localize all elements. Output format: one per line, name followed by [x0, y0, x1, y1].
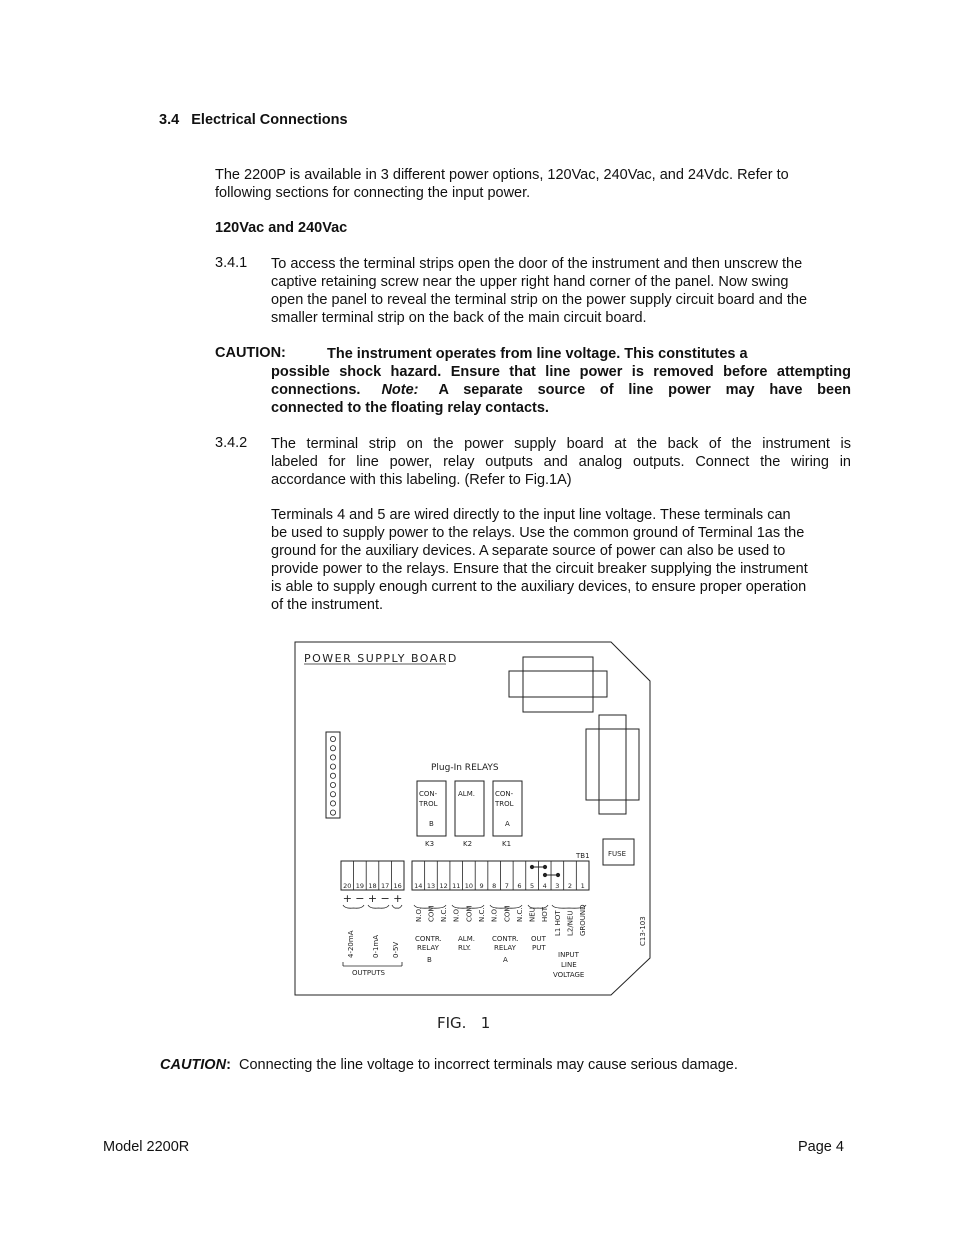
terminal-number: 13	[426, 882, 436, 890]
contact-label: N.O.	[414, 907, 423, 922]
group-alm-l1: ALM.	[458, 935, 475, 943]
transformer-top-core	[509, 671, 607, 697]
step-number: 3.4.2	[215, 435, 248, 451]
group-input-l1: INPUT	[558, 951, 579, 959]
jumper-dot	[543, 865, 546, 868]
caution-bottom-text: Connecting the line voltage to incorrect terminals may cause serious damage.	[238, 1057, 738, 1073]
step-line: open the panel to reveal the terminal strip on the power supply circuit board and the	[271, 292, 808, 308]
intro-line: The 2200P is available in 3 different power options, 120Vac, 240Vac, and 24Vdc. Refer to	[215, 167, 789, 183]
transformer-right-core	[586, 729, 639, 800]
terminal-number: 6	[517, 882, 522, 890]
connector-pin	[330, 810, 335, 815]
relay-b-line1: CON-	[419, 790, 438, 798]
contact-label: COM	[503, 905, 512, 922]
terminal-number: 9	[479, 882, 484, 890]
terminals-line: provide power to the relays. Ensure that the circuit breaker supplying the instrument	[271, 561, 808, 577]
terminal-number: 12	[439, 882, 448, 890]
caution-bottom-colon: :	[226, 1057, 231, 1073]
contact-label: GROUND	[579, 904, 588, 936]
step-line: captive retaining screw near the upper right hand corner of the panel. Now swing	[271, 274, 789, 290]
terminals-line: Terminals 4 and 5 are wired directly to the input line voltage. These terminals can	[271, 507, 791, 523]
connector-pin	[330, 792, 335, 797]
contact-label: N.O.	[490, 907, 499, 922]
output-type-label: 4-20mA	[347, 930, 355, 958]
transformer-right	[599, 715, 626, 814]
fuse-label: FUSE	[608, 850, 627, 858]
polarity-sign: −	[380, 892, 390, 905]
caution-line: The instrument operates from line voltage. This constitutes a	[327, 346, 748, 362]
jumper-dot	[530, 865, 533, 868]
terminal-number: 20	[343, 882, 352, 890]
relay-b-id: K3	[425, 840, 435, 848]
terminal-number: 3	[555, 882, 560, 890]
connector-pin	[330, 746, 335, 751]
polarity-sign: −	[355, 892, 365, 905]
terminal-number: 5	[530, 882, 535, 890]
step-line: smaller terminal strip on the back of the main circuit board.	[271, 310, 647, 326]
connector-pin	[330, 764, 335, 769]
caution-line: possible shock hazard. Ensure that line power is removed before attempting	[271, 364, 851, 380]
group-out-l2: PUT	[532, 944, 546, 952]
part-number: C13-103	[639, 916, 647, 946]
figure-caption: FIG. 1	[437, 1014, 491, 1032]
polarity-sign: +	[393, 892, 403, 905]
contact-label: N.C.	[478, 907, 487, 922]
section-number: 3.4	[159, 112, 180, 128]
group-contr-a-l3: A	[503, 956, 508, 964]
contact-label: L2/NEU	[566, 910, 575, 936]
contact-label: N.C.	[440, 907, 449, 922]
terminal-number: 16	[393, 882, 402, 890]
terminal-number: 11	[452, 882, 461, 890]
terminal-number: 18	[368, 882, 377, 890]
relay-a-line1: CON-	[495, 790, 514, 798]
group-alm-l2: RLY.	[458, 944, 471, 952]
connector-pin	[330, 801, 335, 806]
output-type-label: 0-1mA	[372, 934, 380, 958]
relay-alm-id: K2	[463, 840, 473, 848]
terminal-number: 19	[355, 882, 365, 890]
outputs-label: OUTPUTS	[352, 969, 385, 977]
footer-model: Model 2200R	[103, 1139, 190, 1155]
step-line: accordance with this labeling. (Refer to Fig.1A)	[271, 472, 572, 488]
step-line: To access the terminal strips open the door of the instrument and then unscrew the	[271, 256, 803, 272]
connector-pin	[330, 736, 335, 741]
connector-pin	[330, 773, 335, 778]
terminal-number: 1	[580, 882, 585, 890]
contact-label: NEU	[528, 907, 537, 922]
step-line: labeled for line power, relay outputs and analog outputs. Connect the wiring in	[271, 454, 851, 470]
group-contr-a-l2: RELAY	[494, 944, 516, 952]
transformer-top	[523, 657, 593, 712]
connector-pin	[330, 782, 335, 787]
subheading: 120Vac and 240Vac	[215, 220, 348, 236]
terminals-line: is able to supply enough current to the auxiliary devices, to ensure proper operation	[271, 579, 807, 595]
contact-label: COM	[427, 905, 436, 922]
terminal-number: 10	[464, 882, 474, 890]
tb1-label: TB1	[576, 852, 590, 860]
terminal-number: 4	[542, 882, 547, 890]
group-input-l2: LINE	[561, 961, 577, 969]
terminal-number: 2	[567, 882, 573, 890]
board-title: POWER SUPPLY BOARD	[304, 652, 458, 665]
relay-b-line2: TROL	[419, 800, 438, 808]
footer-page: Page 4	[798, 1139, 844, 1155]
caution-bottom-label: CAUTION	[160, 1057, 227, 1073]
group-contr-b-l2: RELAY	[417, 944, 439, 952]
relays-title: Plug-In RELAYS	[431, 763, 499, 773]
caution-label: CAUTION:	[215, 345, 286, 361]
polarity-sign: +	[342, 892, 352, 905]
relay-b-line3: B	[429, 820, 434, 828]
terminal-number: 7	[504, 882, 509, 890]
caution-connections: connections.	[271, 382, 361, 398]
caution-bottom	[160, 1057, 738, 1073]
output-type-label: 0-5V	[392, 941, 400, 958]
group-contr-b-l3: B	[427, 956, 432, 964]
group-contr-a-l1: CONTR.	[492, 935, 519, 943]
group-contr-b-l1: CONTR.	[415, 935, 442, 943]
step-number: 3.4.1	[215, 255, 248, 271]
jumper-dot	[543, 873, 546, 876]
connector-pin	[330, 755, 335, 760]
group-input-l3: VOLTAGE	[553, 971, 585, 979]
contact-label: L1 HOT	[553, 910, 562, 936]
contact-label: HOT	[541, 906, 550, 922]
relay-a-line3: A	[505, 820, 510, 828]
relay-a-id: K1	[502, 840, 512, 848]
step-line: The terminal strip on the power supply board at the back of the instrument is	[271, 436, 851, 452]
polarity-sign: +	[367, 892, 378, 905]
group-out-l1: OUT	[531, 935, 546, 943]
caution-note-label: Note:	[381, 382, 419, 398]
terminal-number: 8	[492, 882, 497, 890]
terminals-line: of the instrument.	[271, 597, 384, 613]
connector-strip	[326, 732, 340, 818]
contact-label: N.C.	[515, 907, 524, 922]
relay-a-line2: TROL	[495, 800, 514, 808]
jumper-dot	[556, 873, 559, 876]
terminals-line: be used to supply power to the relays. Use the common ground of Terminal 1as the	[271, 525, 805, 541]
terminal-number: 17	[380, 882, 390, 890]
caution-note-text: A separate source of line power may have been	[438, 382, 851, 398]
intro-line: following sections for connecting the input power.	[215, 185, 531, 201]
contact-label: COM	[465, 905, 474, 922]
terminal-number: 14	[414, 882, 423, 890]
section-title: Electrical Connections	[191, 112, 348, 128]
terminals-line: ground for the auxiliary devices. A separate source of power can also be used to	[271, 543, 786, 559]
relay-alm-line1: ALM.	[458, 790, 475, 798]
caution-line: connected to the floating relay contacts.	[271, 400, 549, 416]
contact-label: N.O.	[452, 907, 461, 922]
